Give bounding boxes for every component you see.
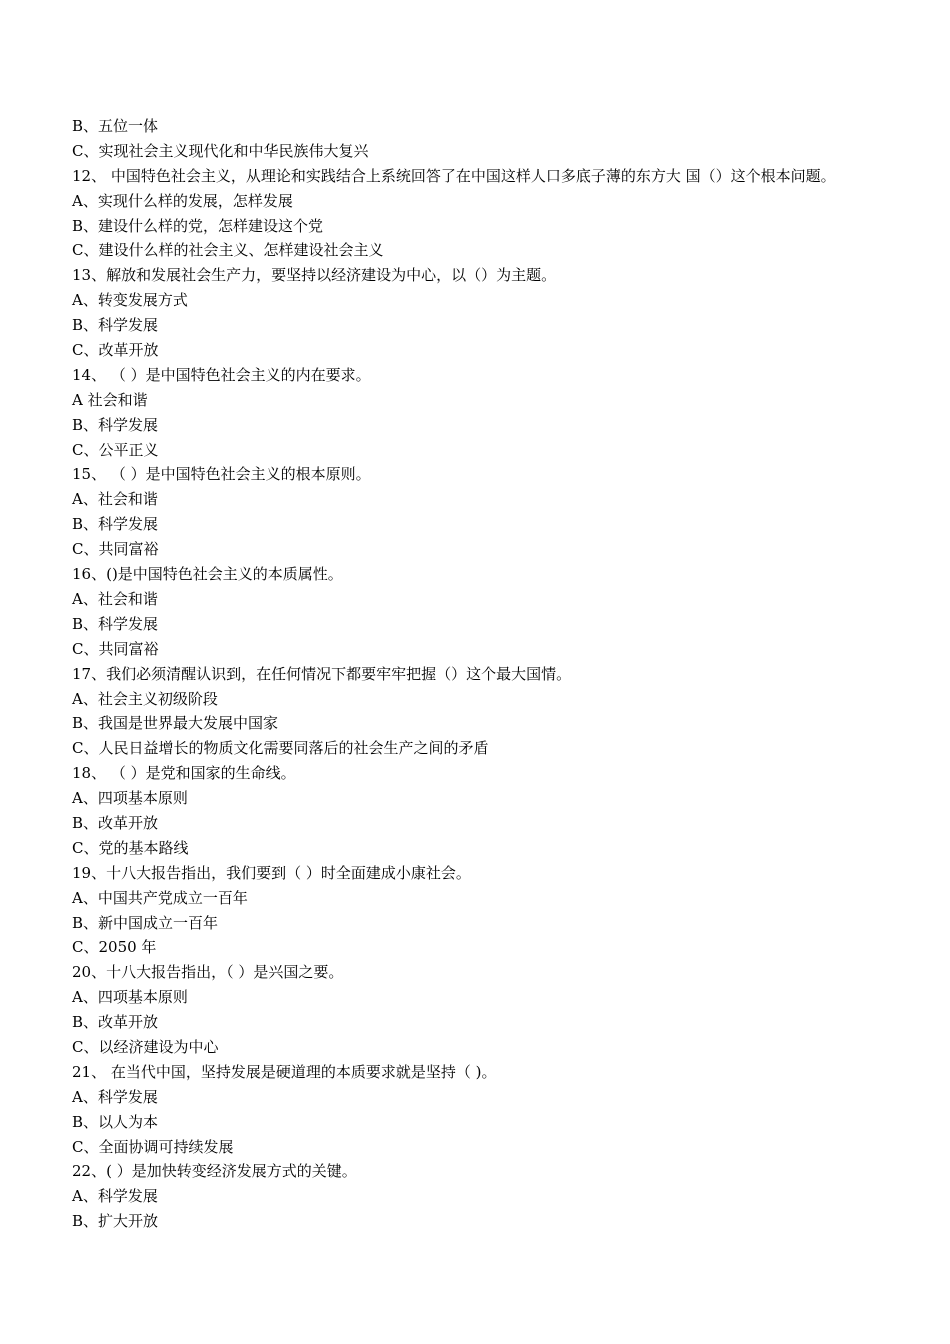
option-line: B、科学发展 <box>72 415 159 434</box>
question-line: 16、()是中国特色社会主义的本质属性。 <box>72 565 343 584</box>
option-line: C、建设什么样的社会主义、怎样建设社会主义 <box>72 241 384 260</box>
option-line: A、社会主义初级阶段 <box>72 689 218 708</box>
option-line: B、科学发展 <box>72 515 159 534</box>
option-line: C、以经济建设为中心 <box>72 1037 219 1056</box>
option-line: C、公平正义 <box>72 440 159 459</box>
option-line: B、科学发展 <box>72 316 159 335</box>
option-line: A 社会和谐 <box>72 390 148 409</box>
option-line: B、建设什么样的党，怎样建设这个党 <box>72 216 324 235</box>
option-line: A、四项基本原则 <box>72 988 188 1007</box>
question-line: 22、( ）是加快转变经济发展方式的关键。 <box>72 1162 357 1181</box>
document-page <box>72 114 884 1234</box>
question-line: 12、 中国特色社会主义，从理论和实践结合上系统回答了在中国这样人口多底子薄的东方大 国（）这个根本问题。 <box>72 166 836 185</box>
option-line: A、科学发展 <box>72 1187 158 1206</box>
option-line: C、共同富裕 <box>72 639 159 658</box>
question-line: 14、 （ ）是中国特色社会主义的内在要求。 <box>72 365 371 384</box>
option-line: C、人民日益增长的物质文化需要同落后的社会生产之间的矛盾 <box>72 739 489 758</box>
option-line: C、2050 年 <box>72 938 157 957</box>
option-line: B、我国是世界最大发展中国家 <box>72 714 279 733</box>
option-line: A、四项基本原则 <box>72 789 188 808</box>
option-line: A、转变发展方式 <box>72 291 188 310</box>
option-line: C、全面协调可持续发展 <box>72 1137 234 1156</box>
option-line: A、社会和谐 <box>72 490 158 509</box>
question-line: 21、 在当代中国，坚持发展是硬道理的本质要求就是坚持（ )。 <box>72 1062 497 1081</box>
option-line: C、共同富裕 <box>72 540 159 559</box>
option-line: A、科学发展 <box>72 1087 158 1106</box>
question-line: 20、十八大报告指出，（ ）是兴国之要。 <box>72 963 344 982</box>
option-line: B、以人为本 <box>72 1112 159 1131</box>
option-line: B、科学发展 <box>72 614 159 633</box>
option-line: B、新中国成立一百年 <box>72 913 219 932</box>
option-line: B、改革开放 <box>72 1013 159 1032</box>
question-line: 18、 （ ）是党和国家的生命线。 <box>72 764 296 783</box>
option-line: C、实现社会主义现代化和中华民族伟大复兴 <box>72 141 369 160</box>
option-line: B、扩大开放 <box>72 1212 159 1231</box>
option-line: A、实现什么样的发展，怎样发展 <box>72 191 293 210</box>
question-line: 15、 （ ）是中国特色社会主义的根本原则。 <box>72 465 371 484</box>
option-line: A、中国共产党成立一百年 <box>72 888 248 907</box>
question-line: 19、十八大报告指出，我们要到（ ）时全面建成小康社会。 <box>72 863 471 882</box>
question-line: 17、我们必须清醒认识到，在任何情况下都要牢牢把握（）这个最大国情。 <box>72 664 572 683</box>
question-line: 13、解放和发展社会生产力，要坚持以经济建设为中心，以（）为主题。 <box>72 266 557 285</box>
option-line: B、五位一体 <box>72 117 159 135</box>
option-line: B、改革开放 <box>72 813 159 832</box>
option-line: C、改革开放 <box>72 341 159 360</box>
option-line: A、社会和谐 <box>72 589 158 608</box>
option-line: C、党的基本路线 <box>72 838 189 857</box>
